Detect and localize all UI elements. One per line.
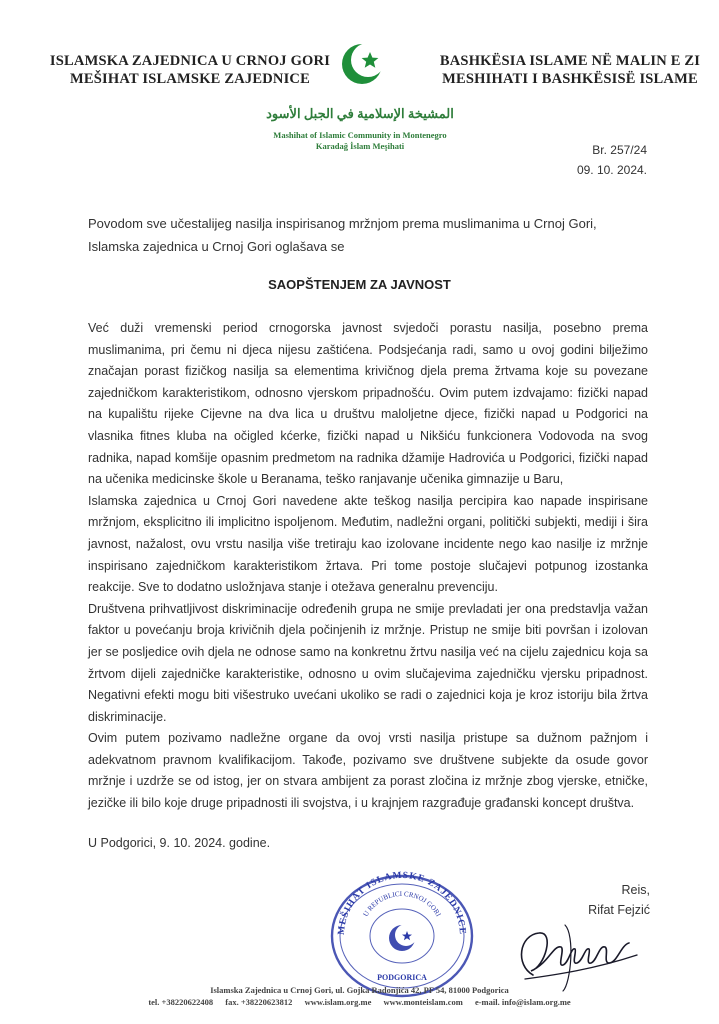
reference-block [577, 140, 647, 180]
stamp-crescent-icon [389, 924, 417, 951]
header-left [40, 52, 340, 88]
intro-line1: Povodom sve učestalijeg nasilja inspirisanog mržnjom prema muslimanima u Crnoj Gori, [88, 216, 597, 231]
reference-date: 09. 10. 2024. [576, 163, 647, 177]
paragraph: Društvena prihvatljivost diskriminacije određenih grupa ne smije prevladati jer ona predstavlja važan faktor u povećanju broja krivičnih djela počinjenih iz mržnje. Pristup ne smije biti površan i izolovan jer se posljedice ovih djela ne odnose samo na konkretnu žrtvu nasilja već na cijelu zajednicu koja sa žrtvom dijeli zajedničke karakteristike, odnosno u ovim slučajevima zajedničku vjersku pripadnost. Negativni efekti mogu biti višestruko uvećani ukoliko se radi o zajednici koja je kroz istoriju bila žrtva diskriminacije. [88, 601, 648, 724]
footer-web-link[interactable]: www.islam.org.me [304, 997, 372, 1007]
signer-role: Reis, [621, 883, 650, 897]
header-left-line1: ISLAMSKA ZAJEDNICA U CRNOJ GORI [49, 53, 331, 69]
paragraph: Već duži vremenski period crnogorska javnost svjedoči porastu nasilja, posebno prema muslimanima, pri čemu ni djeca nijesu zaštićena. Podsjećanja radi, samo u ovoj godini bilježimo značajan porast fizičkog nasilja sa elementima krivičnog djela prema žrtvama koje su povezane zajedničkom karakteristikom, odnosno vjerskom pripadnošću. Ovim putem izdvajamo: fizički napad na kupalištu rijeke Cijevne na dva lica u društvu maloljetne djece, fizički napad u Podgorici na vlasnika fitnes kluba na očigled kćerke, fizički napad u Nikšiću funkcionera Vodovoda na svog radnika, napad komšije opasnim predmetom na radnika džamije Hadrovića u Podgorici, fizički napad na učenika medicinske škole u Beranama, teško ranjavanje učenika gimnazije u Baru, [88, 321, 648, 487]
footer-tel: tel. +38220622408 [148, 997, 214, 1007]
header-turkish: Karadağ İslam Meşihati [315, 141, 405, 151]
header-right [420, 52, 719, 88]
reference-number: Br. 257/24 [592, 143, 647, 157]
stamp-top-text: MEŠIHAT ISLAMSKE ZAJEDNICE [336, 870, 468, 936]
footer-email-link[interactable]: e-mail. info@islam.org.me [474, 997, 571, 1007]
footer-fax: fax. +38220623812 [225, 997, 293, 1007]
header-right-line2: MESHIHATI I BASHKËSISË ISLAME [442, 71, 698, 87]
header-english: Mashihat of Islamic Community in Montenegro [273, 130, 447, 140]
header-left-line2: MEŠIHAT ISLAMSKE ZAJEDNICE [70, 71, 310, 87]
document-title: SAOPŠTENJEM ZA JAVNOST [268, 277, 451, 292]
paragraph: Islamska zajednica u Crnoj Gori navedene akte teškog nasilja percipira kao napade inspirisane mržnjom, eksplicitno ili implicitno ispoljenom. Međutim, nadležni organi, politički subjekti, mediji i šira javnost, nažalost, ovu vrstu nasilja više tretiraju kao izolovane incidente nego kao nasilje iz mržnje inspirisano zajedničkom karakteristikom žrtava. Pri tome postoje slučajevi potpunog izostanka reakcije. Sve to dodatno usložnjava stanje i otežava generalnu prevenciju. [88, 493, 648, 595]
stamp-inner-text: U REPUBLICI CRNOJ GORI [361, 889, 443, 919]
signer-name: Rifat Fejzić [588, 903, 650, 917]
official-stamp [322, 860, 482, 1000]
header-arabic: المشيخة الإسلامية في الجبل الأسود [266, 106, 454, 121]
body-text [88, 318, 648, 815]
signature [505, 905, 645, 995]
intro-text [88, 212, 648, 258]
stamp-city: PODGORICA [377, 973, 427, 982]
svg-text:U REPUBLICI CRNOJ GORI [362, 890, 443, 919]
footer-contacts [0, 997, 719, 1007]
paragraph: Ovim putem pozivamo nadležne organe da ovoj vrsti nasilja pristupe sa dužnom pažnjom i adekvatnom pravnom kvalifikacijom. Takođe, pozivamo sve društvene subjekte da osude govor mržnje i uzdrže se od istog, jer on stvara ambijent za porast zločina iz mržnje zbog vjerske, etničke, jezičke ili bilo koje druge pripadnosti ili svojstva, i u krajnjem razgrađuje građanski koncept društva. [88, 731, 648, 811]
footer-address: Islamska Zajednica u Crnoj Gori, ul. Gojka Radonjića 42, PF 54, 81000 Podgorica [210, 985, 509, 995]
footer-web-link-2[interactable]: www.monteislam.com [383, 997, 463, 1007]
place-date: U Podgorici, 9. 10. 2024. godine. [88, 836, 271, 850]
header-right-line1: BASHKËSIA ISLAME NË MALIN E ZI [439, 53, 701, 69]
intro-line2: Islamska zajednica u Crnoj Gori oglašava se [88, 239, 345, 254]
crescent-star-icon [340, 38, 386, 94]
